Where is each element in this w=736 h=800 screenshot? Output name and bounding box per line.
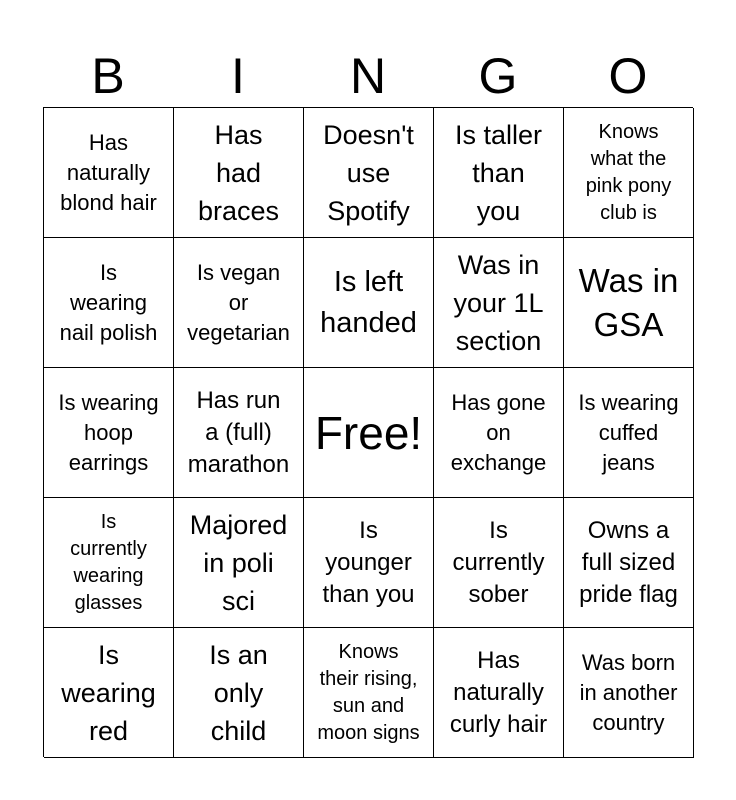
bingo-cell: Is younger than you — [304, 498, 434, 628]
bingo-cell: Has had braces — [174, 108, 304, 238]
bingo-cell: Is wearing cuffed jeans — [564, 368, 694, 498]
bingo-cell: Has gone on exchange — [434, 368, 564, 498]
bingo-cell: Is wearing hoop earrings — [44, 368, 174, 498]
bingo-cell: Was in your 1L section — [434, 238, 564, 368]
bingo-cell: Is taller than you — [434, 108, 564, 238]
bingo-cell: Has naturally curly hair — [434, 628, 564, 758]
bingo-cell: Was born in another country — [564, 628, 694, 758]
header-letter-g: G — [478, 48, 518, 104]
header-letter-i: I — [231, 48, 245, 104]
bingo-cell: Has run a (full) marathon — [174, 368, 304, 498]
header-letter-o: O — [608, 48, 648, 104]
bingo-cell: Is wearing nail polish — [44, 238, 174, 368]
bingo-cell: Doesn't use Spotify — [304, 108, 434, 238]
bingo-cell: Is an only child — [174, 628, 304, 758]
bingo-cell: Is currently wearing glasses — [44, 498, 174, 628]
bingo-cell: Owns a full sized pride flag — [564, 498, 694, 628]
bingo-cell: Knows what the pink pony club is — [564, 108, 694, 238]
bingo-cell: Is left handed — [304, 238, 434, 368]
bingo-cell: Is currently sober — [434, 498, 564, 628]
bingo-cell: Knows their rising, sun and moon signs — [304, 628, 434, 758]
bingo-cell: Majored in poli sci — [174, 498, 304, 628]
bingo-cell: Has naturally blond hair — [44, 108, 174, 238]
header-letter-b: B — [91, 48, 125, 104]
bingo-grid — [43, 107, 693, 757]
bingo-cell: Is vegan or vegetarian — [174, 238, 304, 368]
header-letter-n: N — [349, 48, 387, 104]
free-space-cell: Free! — [304, 368, 434, 498]
bingo-cell: Was in GSA — [564, 238, 694, 368]
bingo-header — [43, 44, 693, 108]
bingo-cell: Is wearing red — [44, 628, 174, 758]
